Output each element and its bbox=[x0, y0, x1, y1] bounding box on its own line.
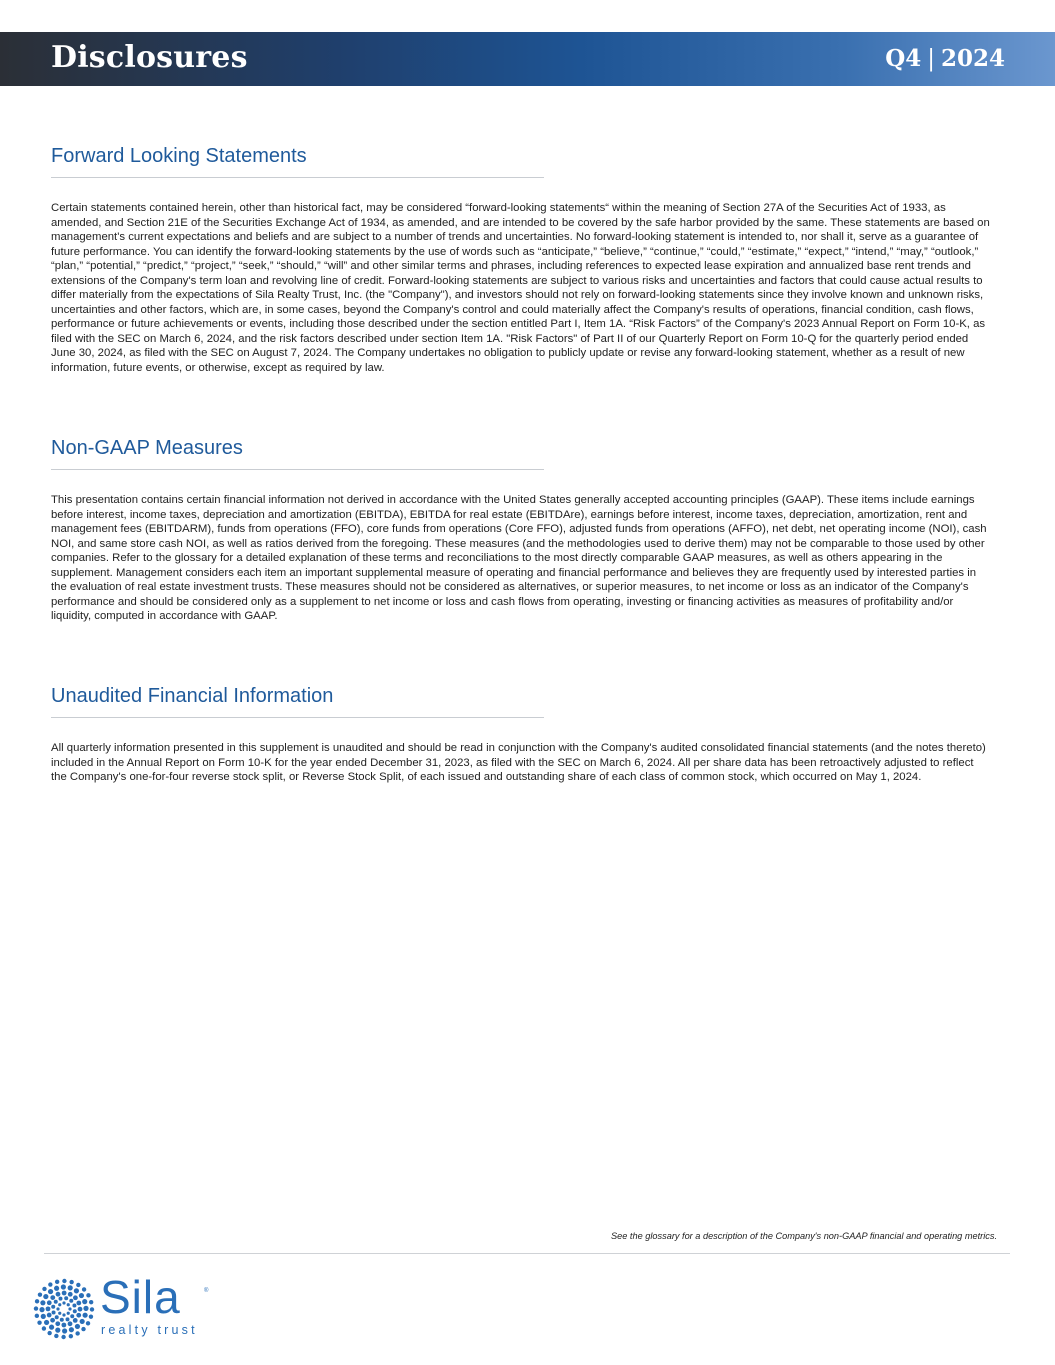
section-body: All quarterly information presented in this supplement is unaudited and should be read in conjunction with the Company's audited consolidated financial statements (and the notes thereto) included in the Annual Report on Form 10-K for the year ended December 31, 2023, as filed with the SEC on March 6, 2024. All per share data has been retroactively adjusted to reflect the Company's one-for-four reverse stock split, or Reverse Stock Split, of each issued and outstanding share of each class of common stock, which occurred on May 1, 2024. bbox=[51, 742, 986, 783]
logo-dot bbox=[61, 1335, 65, 1339]
logo-dot bbox=[61, 1284, 66, 1289]
logo-dot bbox=[54, 1334, 58, 1338]
logo-dot bbox=[75, 1331, 79, 1335]
logo-dot bbox=[73, 1309, 77, 1313]
logo-dot bbox=[50, 1318, 55, 1323]
logo-dot bbox=[47, 1331, 51, 1335]
logo-dot bbox=[62, 1279, 66, 1283]
period-label bbox=[885, 45, 1005, 72]
registered-mark: ® bbox=[204, 1288, 209, 1294]
logo-dot bbox=[90, 1307, 94, 1311]
section-title: Unaudited Financial Information bbox=[51, 685, 334, 707]
logo-dot bbox=[81, 1327, 85, 1331]
section-forward-looking bbox=[51, 145, 991, 375]
logo-dot bbox=[70, 1314, 74, 1318]
logo-dot bbox=[59, 1297, 63, 1301]
logo-dot bbox=[42, 1326, 46, 1330]
logo-dot bbox=[62, 1313, 65, 1316]
logo-dot bbox=[35, 1299, 39, 1303]
logo-dot bbox=[79, 1293, 84, 1298]
logo-dot bbox=[44, 1320, 49, 1325]
logo-dot bbox=[54, 1300, 58, 1304]
logo-dot bbox=[46, 1306, 51, 1311]
logo-dot bbox=[73, 1295, 78, 1300]
logo-dot bbox=[66, 1317, 70, 1321]
logo-dot bbox=[62, 1328, 67, 1333]
logo-dot bbox=[37, 1320, 41, 1324]
logo-dot bbox=[86, 1293, 90, 1297]
logo-dot bbox=[38, 1292, 42, 1296]
logo-dot bbox=[56, 1292, 61, 1297]
logo-dot bbox=[82, 1299, 87, 1304]
logo-dot bbox=[73, 1318, 78, 1323]
logo-dot bbox=[76, 1283, 80, 1287]
section-divider bbox=[51, 469, 544, 470]
logo-dot bbox=[35, 1314, 39, 1318]
logo-dot bbox=[55, 1321, 60, 1326]
footer-note: See the glossary for a description of the Company's non-GAAP financial and operating metrics. bbox=[611, 1231, 997, 1241]
section-unaudited bbox=[51, 685, 991, 785]
logo-tagline: realty trust bbox=[101, 1323, 198, 1337]
logo-dot bbox=[89, 1300, 93, 1304]
logo-dot bbox=[48, 1289, 53, 1294]
logo-dot bbox=[49, 1325, 54, 1330]
starburst-icon bbox=[33, 1276, 97, 1342]
section-divider bbox=[51, 177, 544, 178]
logo-dot bbox=[76, 1313, 81, 1318]
logo-dot bbox=[62, 1301, 65, 1304]
logo-dot bbox=[89, 1314, 93, 1318]
logo-dot bbox=[78, 1307, 83, 1312]
logo-dot bbox=[47, 1313, 52, 1318]
quarter-label: Q4 bbox=[885, 45, 922, 72]
logo-dot bbox=[50, 1295, 55, 1300]
company-logo bbox=[33, 1271, 213, 1342]
logo-dot bbox=[43, 1294, 48, 1299]
logo-dot bbox=[75, 1324, 80, 1329]
logo-dot bbox=[62, 1291, 67, 1296]
logo-dot bbox=[48, 1282, 52, 1286]
header-bar bbox=[0, 32, 1055, 86]
logo-dot bbox=[55, 1315, 59, 1319]
logo-dot bbox=[54, 1286, 59, 1291]
logo-dot bbox=[68, 1321, 73, 1326]
section-body: Certain statements contained herein, other than historical fact, may be considered “forward-looking statements“ within the meaning of Section 27A of the Securities Act of 1933, as amended, and Section 21E of the Securities Exchange Act of 1934, as amended, and are intended to be covered by the safe harbor provided by the same. These statements are based on management's current expectations and beliefs and are subject to a number of trends and uncertainties. No forward-looking statement is intended to, nor shall it, serve as a guarantee of future performance. You can identify the forward-looking statements by the use of words such as “anticipate,” “believe,” “continue,” “could,” “estimate,” “expect,” “intend,” “may,” “outlook,” “plan,” “potential,” “predict,” “project,” “seek,” “should,” “will” and other similar terms and phrases, including references to expected lease expiration and annualized base rent trends and extensions of the Company's term loan and revolving line of credit. Forward-looking statements are subject to various risks and uncertainties and factors that could cause actual results to differ materially from the expectations of Sila Realty Trust, Inc. (the "Company"), and investors should not rely on forward-looking statements since they involve known and unknown risks, uncertainties and other factors, which are, in some cases, beyond the Company's control and could materially affect the Company's results of operations, financial condition, cash flows, performance or future achievements or events, including those described under the section entitled Part I, Item 1A. “Risk Factors” of the Company's 2023 Annual Report on Form 10-K, as filed with the SEC on March 6, 2024, and the risk factors described under section Item 1A. "Risk Factors" of Part II of our Quarterly Report on Form 10-Q for the quarterly period ended June 30, 2024, as filed with the SEC on August 7, 2024. The Company undertakes no obligation to publicly update or revise any forward-looking statement, whether as a result of new information, future events, or otherwise, except as required by law. bbox=[51, 202, 990, 374]
logo-dot bbox=[67, 1303, 70, 1306]
logo-dot bbox=[69, 1334, 73, 1338]
logo-dot bbox=[39, 1307, 44, 1312]
logo-dot bbox=[68, 1307, 71, 1310]
section-non-gaap bbox=[51, 437, 991, 624]
section-title: Forward Looking Statements bbox=[51, 145, 307, 167]
logo-dot bbox=[86, 1321, 90, 1325]
logo-dot bbox=[68, 1292, 73, 1297]
year-label: 2024 bbox=[940, 45, 1005, 72]
logo-dot bbox=[69, 1299, 73, 1303]
logo-dot bbox=[56, 1307, 59, 1310]
logo-dot bbox=[55, 1328, 60, 1333]
period-separator: | bbox=[927, 46, 935, 72]
logo-dot bbox=[69, 1280, 73, 1284]
logo-dot bbox=[40, 1300, 45, 1305]
logo-dot bbox=[83, 1313, 88, 1318]
section-body: This presentation contains certain financial information not derived in accordance with the United States generally accepted accounting principles (GAAP). These items include earnings before interest, income taxes, depreciation and amortization (EBITDA), EBITDA for real estate (EBITDAre), earnings before interest, income taxes, depreciation, amortization, rent and management fees (EBITDARM), funds from operations (FFO), core funds from operations (Core FFO), adjusted funds from operations (AFFO), net debt, net operating income (NOI), cash NOI, and same store cash NOI, as well as ratios derived from the foregoing. These measures (and the methodologies used to derive them) may not be comparable to those used by other companies. Refer to the glossary for a detailed explanation of these terms and reconciliations to the most directly comparable GAAP measures, as well as others appearing in the supplement. Management considers each item an important supplemental measure of operating and financial performance and believes they are frequently used by interested parties in the evaluation of real estate investment trusts. These measures should not be considered as alternatives, or superior measures, to net income or loss as an indicator of the Company's performance and should be considered only as a supplement to net income or loss and cash flows from operating, investing or financing activities as measures of profitability and/or liquidity, computed in accordance with GAAP. bbox=[51, 494, 987, 622]
logo-dot bbox=[64, 1296, 68, 1300]
logo-dot bbox=[68, 1285, 73, 1290]
logo-dot bbox=[47, 1300, 52, 1305]
logo-dot bbox=[52, 1311, 56, 1315]
section-title: Non-GAAP Measures bbox=[51, 437, 243, 459]
logo-dot bbox=[42, 1287, 46, 1291]
logo-dot bbox=[34, 1306, 38, 1310]
logo-dot bbox=[67, 1312, 70, 1315]
logo-dot bbox=[60, 1318, 64, 1322]
logo-dot bbox=[55, 1280, 59, 1284]
logo-dot bbox=[82, 1287, 86, 1291]
logo-wordmark: Sila bbox=[100, 1271, 181, 1323]
logo-dot bbox=[80, 1319, 85, 1324]
logo-dot bbox=[51, 1305, 55, 1309]
footer-divider bbox=[44, 1253, 1010, 1254]
logo-dot bbox=[72, 1304, 76, 1308]
logo-dot bbox=[76, 1301, 81, 1306]
page-title: Disclosures bbox=[51, 40, 248, 75]
section-divider bbox=[51, 717, 544, 718]
logo-dot bbox=[74, 1288, 79, 1293]
logo-dot bbox=[61, 1323, 66, 1328]
logo-dot bbox=[58, 1303, 61, 1306]
logo-dot bbox=[58, 1312, 61, 1315]
logo-dot bbox=[83, 1306, 88, 1311]
logo-dot bbox=[41, 1314, 46, 1319]
logo-dot bbox=[69, 1327, 74, 1332]
